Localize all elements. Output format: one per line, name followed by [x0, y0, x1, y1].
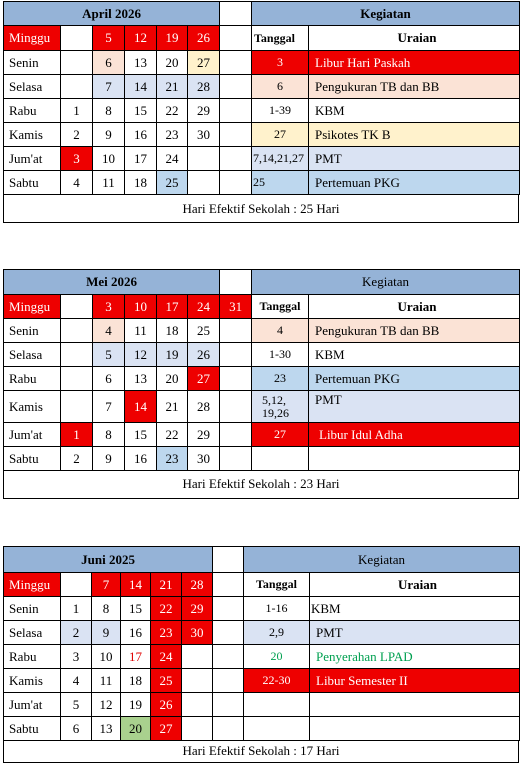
date-cell: 16 [121, 621, 151, 645]
date-cell: 12 [125, 343, 157, 367]
date-cell [61, 391, 93, 423]
date-cell: 20 [157, 51, 188, 75]
date-cell: 3 [61, 645, 92, 669]
date-cell [220, 75, 252, 99]
date-cell [213, 669, 244, 693]
date-cell: 25 [157, 171, 188, 195]
date-cell: 21 [151, 573, 182, 597]
date-cell: 2 [61, 447, 93, 471]
date-cell: 30 [188, 123, 220, 147]
date-cell: 29 [188, 423, 220, 447]
day-label: Jum'at [4, 423, 61, 447]
date-cell: 13 [92, 717, 121, 741]
event-uraian: KBM [310, 597, 520, 621]
date-cell [61, 367, 93, 391]
date-cell: 9 [92, 621, 121, 645]
event-uraian [310, 717, 520, 741]
date-cell: 5 [93, 26, 125, 51]
event-tanggal: 27 [252, 123, 309, 147]
date-cell: 17 [157, 295, 188, 319]
event-uraian: Psikotes TK B [309, 123, 520, 147]
col-uraian: Uraian [309, 295, 520, 319]
date-cell: 2 [61, 621, 92, 645]
date-cell: 26 [151, 693, 182, 717]
date-cell [61, 573, 92, 597]
date-cell: 11 [125, 319, 157, 343]
month-block-april [3, 1, 519, 223]
date-cell: 12 [125, 26, 157, 51]
date-cell [213, 621, 244, 645]
day-label: Jum'at [4, 693, 61, 717]
date-cell: 15 [125, 423, 157, 447]
event-uraian: Pertemuan PKG [309, 171, 520, 195]
date-cell [220, 51, 252, 75]
day-label: Rabu [4, 645, 61, 669]
date-cell: 18 [121, 669, 151, 693]
date-cell: 16 [125, 447, 157, 471]
date-cell: 14 [121, 573, 151, 597]
date-cell [220, 343, 252, 367]
date-cell: 25 [151, 669, 182, 693]
event-tanggal: 3 [252, 51, 309, 75]
date-cell [220, 367, 252, 391]
date-cell [220, 123, 252, 147]
date-cell: 24 [157, 147, 188, 171]
day-label: Selasa [4, 343, 61, 367]
date-cell [61, 51, 93, 75]
event-uraian: PMT [310, 621, 520, 645]
day-label: Minggu [4, 26, 61, 51]
date-cell: 4 [61, 171, 93, 195]
date-cell: 13 [125, 367, 157, 391]
month-block-mei [3, 269, 519, 500]
event-tanggal: 5,12, 19,26 [252, 391, 309, 423]
date-cell [220, 423, 252, 447]
date-cell: 21 [157, 391, 188, 423]
day-label: Rabu [4, 367, 61, 391]
event-tanggal: 1-39 [252, 99, 309, 123]
col-uraian: Uraian [310, 573, 520, 597]
month-title: Juni 2025 [4, 547, 213, 573]
calendar-mei [3, 269, 252, 471]
date-cell: 8 [93, 423, 125, 447]
date-cell: 28 [182, 573, 213, 597]
date-cell: 6 [93, 51, 125, 75]
date-cell: 15 [125, 99, 157, 123]
date-cell [220, 391, 252, 423]
day-label: Minggu [4, 295, 61, 319]
date-cell: 3 [93, 295, 125, 319]
date-cell: 30 [188, 447, 220, 471]
kegiatan-title: Kegiatan [252, 2, 520, 26]
month-block-juni [3, 546, 519, 765]
date-cell [182, 669, 213, 693]
day-label: Senin [4, 597, 61, 621]
date-cell: 10 [93, 147, 125, 171]
date-cell: 9 [93, 447, 125, 471]
date-cell: 27 [188, 51, 220, 75]
date-cell [213, 645, 244, 669]
date-cell: 11 [93, 171, 125, 195]
month-title: Mei 2026 [4, 270, 220, 295]
date-cell: 1 [61, 597, 92, 621]
event-uraian: Penyerahan LPAD [310, 645, 520, 669]
event-tanggal: 7,14,21,27 [252, 147, 309, 171]
date-cell: 16 [125, 123, 157, 147]
event-tanggal: 23 [252, 367, 309, 391]
date-cell: 27 [188, 367, 220, 391]
date-cell: 18 [157, 319, 188, 343]
event-uraian: Pengukuran TB dan BB [309, 75, 520, 99]
event-tanggal: 2,9 [244, 621, 310, 645]
event-uraian: PMT [309, 391, 520, 423]
day-label: Selasa [4, 75, 61, 99]
date-cell: 4 [93, 319, 125, 343]
date-cell: 19 [121, 693, 151, 717]
event-tanggal [244, 717, 310, 741]
date-cell: 23 [157, 447, 188, 471]
event-tanggal: 25 [252, 171, 309, 195]
event-tanggal: 4 [252, 319, 309, 343]
event-uraian: KBM [309, 343, 520, 367]
date-cell: 4 [61, 669, 92, 693]
day-label: Sabtu [4, 717, 61, 741]
date-cell [182, 693, 213, 717]
kegiatan-juni [243, 546, 520, 741]
event-uraian: Libur Semester II [310, 669, 520, 693]
date-cell [182, 645, 213, 669]
day-label: Senin [4, 319, 61, 343]
date-cell: 25 [188, 319, 220, 343]
date-cell: 22 [151, 597, 182, 621]
date-cell: 29 [182, 597, 213, 621]
date-cell: 19 [157, 26, 188, 51]
event-uraian [310, 693, 520, 717]
footer-hari-efektif: Hari Efektif Sekolah : 25 Hari [3, 195, 519, 223]
event-tanggal: 20 [244, 645, 310, 669]
date-cell: 26 [188, 26, 220, 51]
date-cell [188, 171, 220, 195]
date-cell: 5 [93, 343, 125, 367]
date-cell: 9 [93, 123, 125, 147]
date-cell: 23 [151, 621, 182, 645]
date-cell: 21 [157, 75, 188, 99]
kegiatan-april [251, 1, 520, 195]
date-cell [213, 573, 244, 597]
day-label: Jum'at [4, 147, 61, 171]
date-cell: 6 [61, 717, 92, 741]
date-cell: 10 [92, 645, 121, 669]
event-tanggal [252, 447, 309, 471]
date-cell: 14 [125, 391, 157, 423]
day-label: Sabtu [4, 447, 61, 471]
date-cell: 28 [188, 75, 220, 99]
event-uraian: Libur Hari Paskah [309, 51, 520, 75]
date-cell [213, 693, 244, 717]
date-cell [220, 147, 252, 171]
footer-hari-efektif: Hari Efektif Sekolah : 17 Hari [3, 741, 519, 763]
date-cell: 26 [188, 343, 220, 367]
footer-hari-efektif: Hari Efektif Sekolah : 23 Hari [3, 471, 519, 499]
kegiatan-title: Kegiatan [252, 270, 520, 295]
date-cell [61, 319, 93, 343]
date-cell: 30 [182, 621, 213, 645]
date-cell: 6 [93, 367, 125, 391]
date-cell: 24 [151, 645, 182, 669]
date-cell: 11 [92, 669, 121, 693]
date-cell: 10 [125, 295, 157, 319]
event-tanggal: 6 [252, 75, 309, 99]
date-cell [182, 717, 213, 741]
date-cell: 18 [125, 171, 157, 195]
date-cell: 2 [61, 123, 93, 147]
date-cell: 15 [121, 597, 151, 621]
event-tanggal: 1-30 [252, 343, 309, 367]
event-uraian: Pengukuran TB dan BB [309, 319, 520, 343]
event-uraian: Libur Idul Adha [309, 423, 520, 447]
event-tanggal: 22-30 [244, 669, 310, 693]
date-cell [213, 717, 244, 741]
date-cell: 8 [93, 99, 125, 123]
date-cell [220, 447, 252, 471]
date-cell [61, 26, 93, 51]
date-cell: 20 [157, 367, 188, 391]
day-label: Kamis [4, 123, 61, 147]
col-tanggal: Tanggal [252, 295, 309, 319]
date-cell: 7 [92, 573, 121, 597]
date-cell: 20 [121, 717, 151, 741]
date-cell: 22 [157, 99, 188, 123]
date-cell: 24 [188, 295, 220, 319]
day-label: Sabtu [4, 171, 61, 195]
date-cell: 12 [92, 693, 121, 717]
date-cell [188, 147, 220, 171]
date-cell: 1 [61, 99, 93, 123]
day-label: Kamis [4, 669, 61, 693]
date-cell [220, 171, 252, 195]
date-cell: 31 [220, 295, 252, 319]
date-cell [213, 597, 244, 621]
date-cell: 3 [61, 147, 93, 171]
month-title: April 2026 [4, 2, 220, 26]
day-label: Selasa [4, 621, 61, 645]
date-cell: 7 [93, 391, 125, 423]
date-cell [61, 75, 93, 99]
kegiatan-mei [251, 269, 520, 471]
day-label: Senin [4, 51, 61, 75]
date-cell [220, 99, 252, 123]
day-label: Rabu [4, 99, 61, 123]
date-cell: 5 [61, 693, 92, 717]
event-tanggal: 1-16 [244, 597, 310, 621]
event-uraian: PMT [309, 147, 520, 171]
event-uraian [309, 447, 520, 471]
date-cell [220, 319, 252, 343]
date-cell: 19 [157, 343, 188, 367]
event-tanggal: 27 [252, 423, 309, 447]
date-cell: 8 [92, 597, 121, 621]
date-cell: 13 [125, 51, 157, 75]
calendar-april [3, 1, 252, 195]
col-tanggal: Tanggal [244, 573, 310, 597]
kegiatan-title: Kegiatan [244, 547, 520, 573]
date-cell: 7 [93, 75, 125, 99]
day-label: Minggu [4, 573, 61, 597]
date-cell [61, 343, 93, 367]
event-tanggal [244, 693, 310, 717]
date-cell: 29 [188, 99, 220, 123]
event-uraian: KBM [309, 99, 520, 123]
date-cell [220, 26, 252, 51]
date-cell: 28 [188, 391, 220, 423]
date-cell: 14 [125, 75, 157, 99]
date-cell: 17 [121, 645, 151, 669]
date-cell: 27 [151, 717, 182, 741]
date-cell: 17 [125, 147, 157, 171]
date-cell [61, 295, 93, 319]
calendar-juni [3, 546, 244, 741]
day-label: Kamis [4, 391, 61, 423]
col-tanggal: Tanggal [252, 26, 309, 51]
date-cell: 1 [61, 423, 93, 447]
date-cell: 22 [157, 423, 188, 447]
event-uraian: Pertemuan PKG [309, 367, 520, 391]
col-uraian: Uraian [309, 26, 520, 51]
date-cell: 23 [157, 123, 188, 147]
